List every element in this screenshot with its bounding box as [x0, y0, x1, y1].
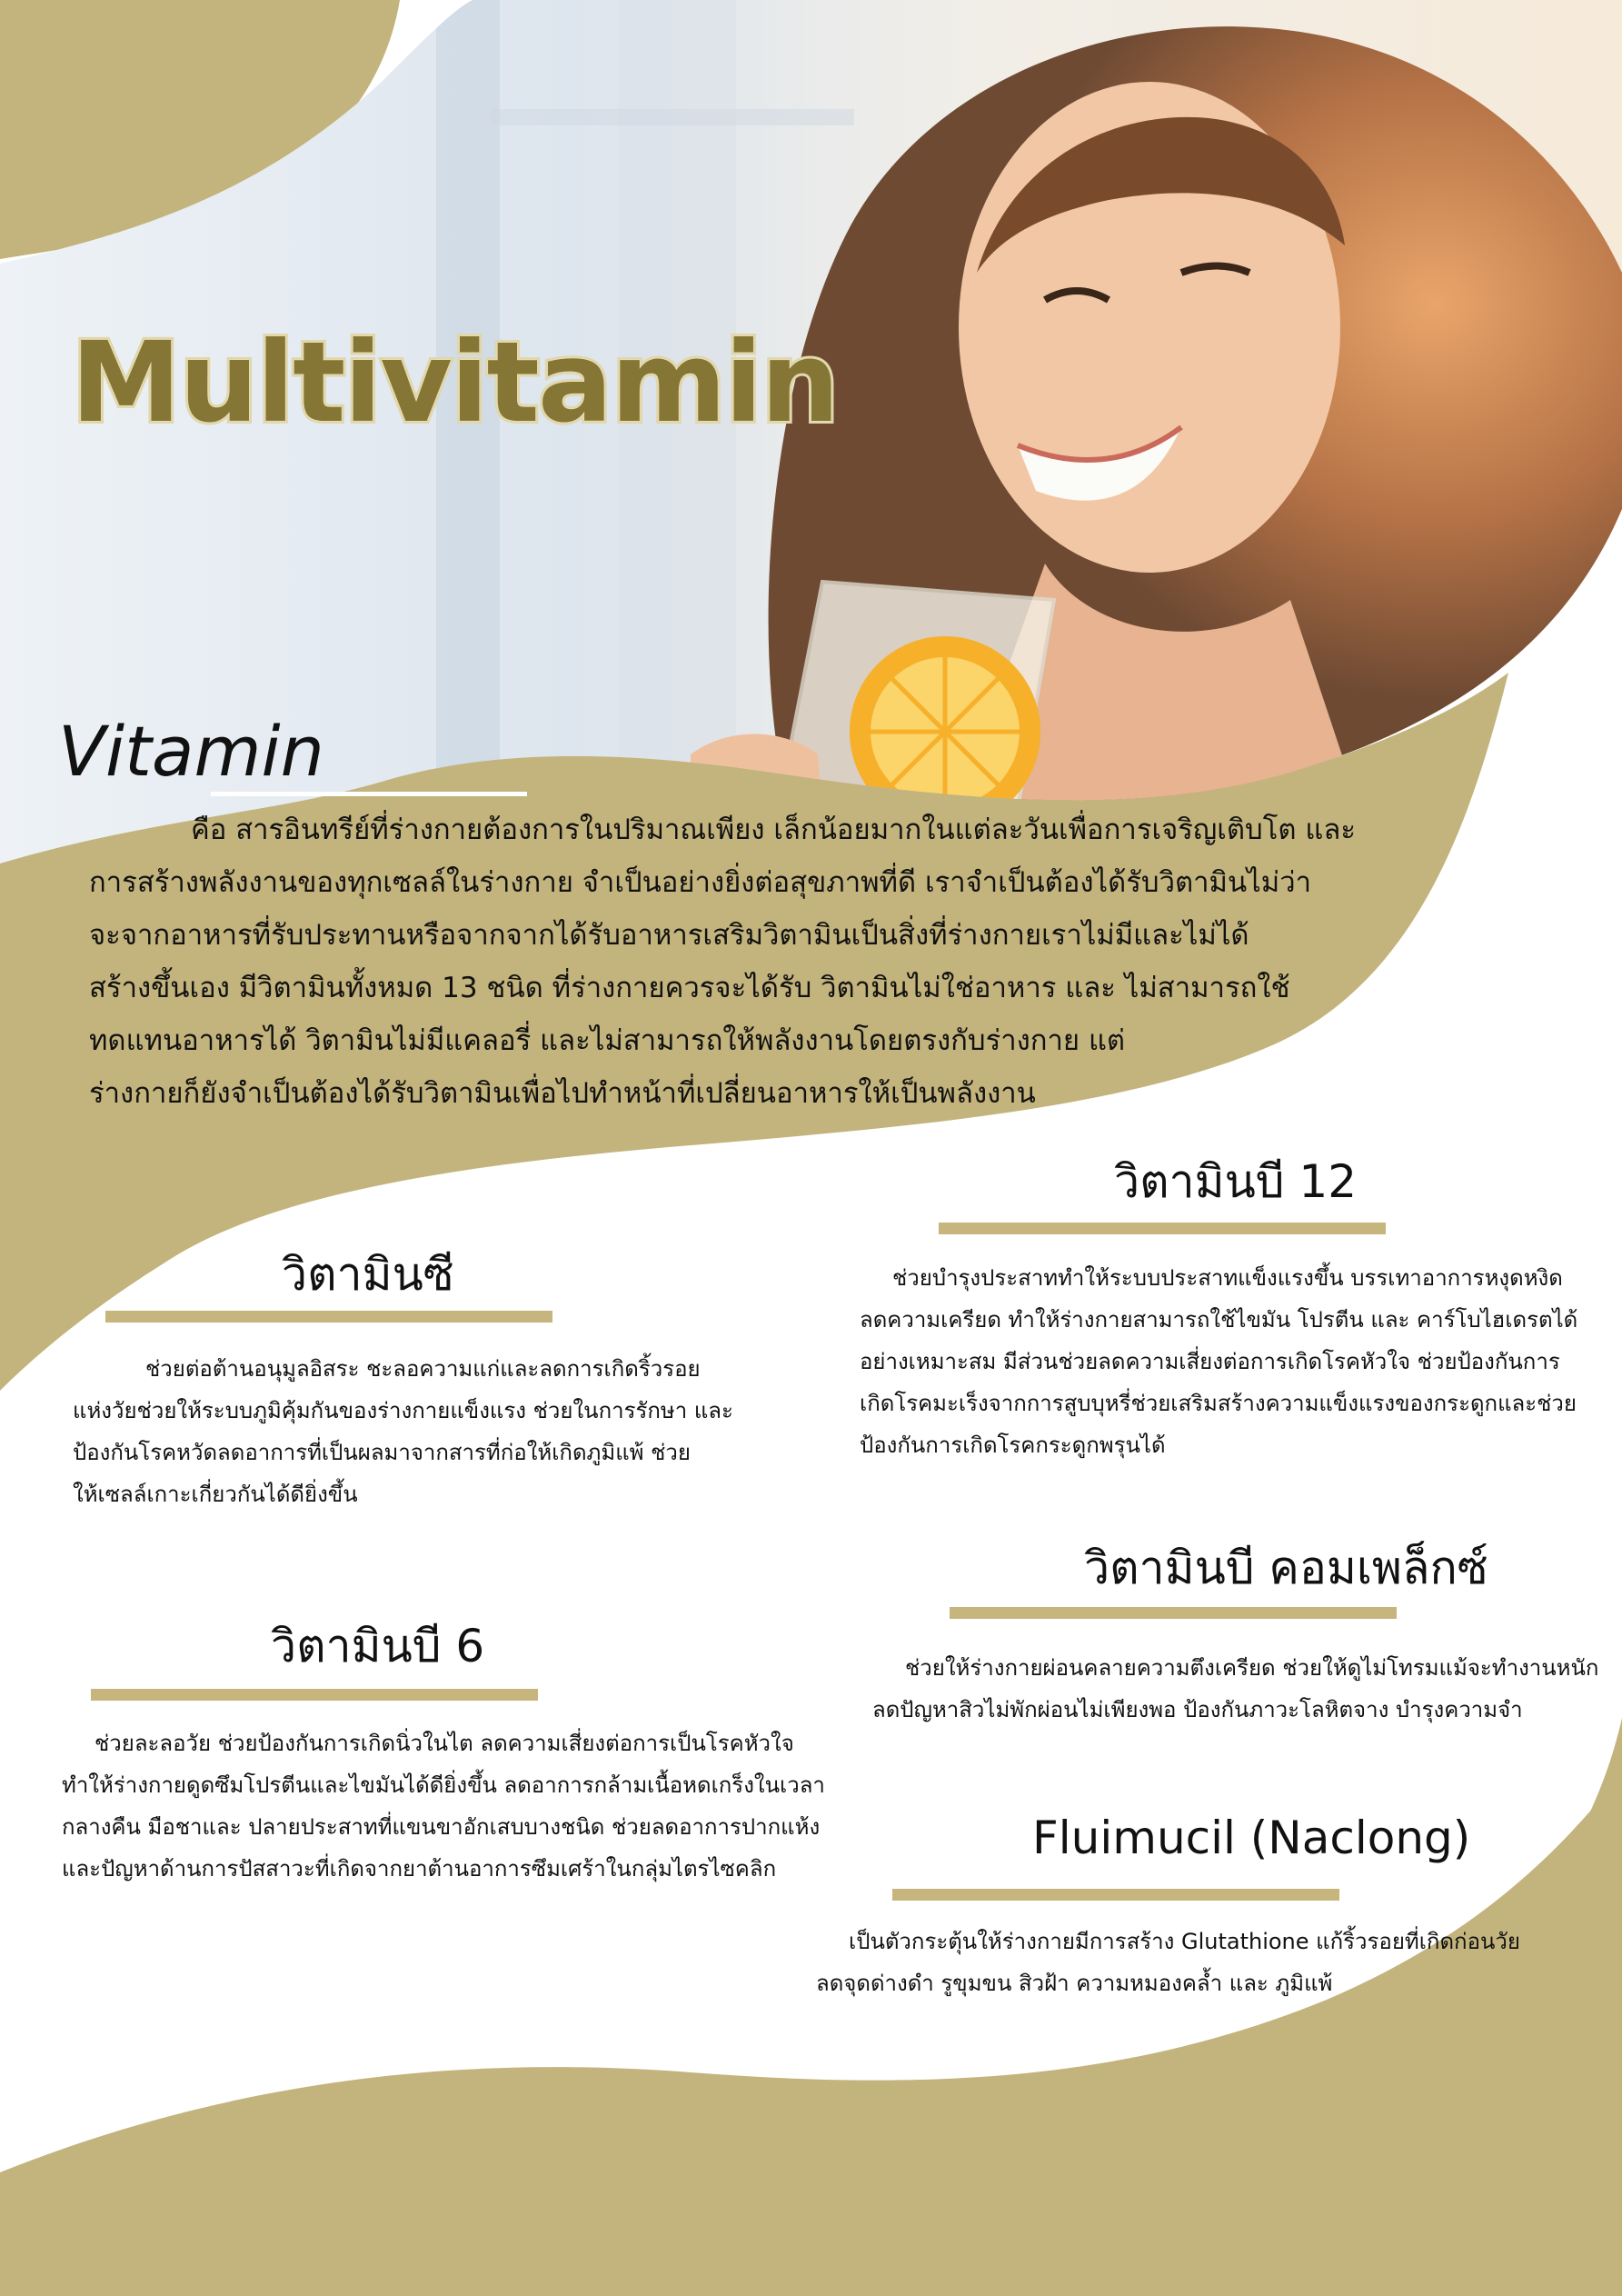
section-title-fluimucil: Fluimucil (Naclong) — [1032, 1812, 1471, 1864]
intro-line: ทดแทนอาหารได้ วิตามินไม่มีแคลอรี่ และไม่สามารถให้พลังงานโดยตรงกับร่างกาย แต่ — [89, 1024, 1126, 1057]
section-title-vitamin-b-complex: วิตามินบี คอมเพล็กซ์ — [1084, 1542, 1488, 1594]
intro-paragraph — [89, 804, 1398, 1120]
section-line: ป้องกันโรคหวัดลดอาการที่เป็นผลมาจากสารที่ก่อให้เกิดภูมิแพ้ ช่วย — [73, 1440, 691, 1465]
intro-line: สร้างขึ้นเอง มีวิตามินทั้งหมด 13 ชนิด ที่ร่างกายควรจะได้รับ วิตามินไม่ใช่อาหาร และ ไม่สามารถใช้ — [89, 972, 1290, 1004]
section-body-fluimucil — [816, 1921, 1520, 2004]
section-line: ช่วยต่อต้านอนุมูลอิสระ ชะลอความแก่และลดการเกิดริ้วรอย — [145, 1356, 701, 1382]
intro-heading-rule — [211, 792, 527, 796]
section-line: เป็นตัวกระตุ้นให้ร่างกายมีการสร้าง Glutathione แก้ริ้วรอยที่เกิดก่อนวัย — [849, 1929, 1520, 1954]
section-rule-vitamin-c — [105, 1311, 552, 1323]
section-title-vitamin-c: วิตามินซี — [282, 1248, 454, 1301]
section-rule-vitamin-b-complex — [950, 1607, 1397, 1619]
section-title-vitamin-b12: วิตามินบี 12 — [1114, 1155, 1358, 1208]
section-line: และปัญหาด้านการปัสสาวะที่เกิดจากยาต้านอาการซึมเศร้าในกลุ่มไตรไซคลิก — [62, 1856, 777, 1882]
section-line: อย่างเหมาะสม มีส่วนช่วยลดความเสี่ยงต่อการเกิดโรคหัวใจ ช่วยป้องกันการ — [860, 1349, 1560, 1374]
section-rule-vitamin-b6 — [91, 1689, 538, 1701]
intro-line: ร่างกายก็ยังจำเป็นต้องได้รับวิตามินเพื่อไปทำหน้าที่เปลี่ยนอาหารให้เป็นพลังงาน — [89, 1077, 1036, 1110]
section-rule-vitamin-b12 — [939, 1223, 1386, 1234]
section-line: ลดจุดด่างดำ รูขุมขน สิวฝ้า ความหมองคล้ำ และ ภูมิแพ้ — [816, 1971, 1333, 1996]
section-body-vitamin-b12 — [860, 1257, 1577, 1466]
section-line: ช่วยละลอวัย ช่วยป้องกันการเกิดนิ่วในไต ลดความเสี่ยงต่อการเป็นโรคหัวใจ — [95, 1731, 794, 1756]
poster-title: Multivitamin — [71, 318, 838, 447]
section-line: ป้องกันการเกิดโรคกระดูกพรุนได้ — [860, 1433, 1166, 1458]
section-body-vitamin-b6 — [62, 1722, 825, 1890]
intro-line: คือ สารอินทรีย์ที่ร่างกายต้องการในปริมาณเพียง เล็กน้อยมากในแต่ละวันเพื่อการเจริญเติบโต และ — [191, 814, 1356, 846]
section-line: ทำให้ร่างกายดูดซึมโปรตีนและไขมันได้ดียิ่งขึ้น ลดอาการกล้ามเนื้อหดเกร็งในเวลา — [62, 1772, 825, 1798]
section-line: ช่วยให้ร่างกายผ่อนคลายความตึงเครียด ช่วยให้ดูไม่โทรมแม้จะทำงานหนัก — [905, 1655, 1599, 1681]
section-rule-fluimucil — [892, 1889, 1339, 1901]
section-line: ลดปัญหาสิวไม่พักผ่อนไม่เพียงพอ ป้องกันภาวะโลหิตจาง บำรุงความจำ — [872, 1697, 1523, 1722]
section-body-vitamin-c — [73, 1348, 733, 1515]
intro-line: การสร้างพลังงานของทุกเซลล์ในร่างกาย จำเป็นอย่างยิ่งต่อสุขภาพที่ดี เราจำเป็นต้องได้รับวิตามินไม่ว่า — [89, 866, 1312, 899]
section-line: เกิดโรคมะเร็งจากการสูบบุหรี่ช่วยเสริมสร้างความแข็งแรงของกระดูกและช่วย — [860, 1391, 1577, 1416]
section-line: ช่วยบำรุงประสาททำให้ระบบประสาทแข็งแรงขึ้น บรรเทาอาการหงุดหงิด — [892, 1265, 1563, 1291]
intro-heading: Vitamin — [58, 711, 324, 792]
section-title-vitamin-b6: วิตามินบี 6 — [271, 1620, 485, 1672]
section-line: กลางคืน มือชาและ ปลายประสาทที่แขนขาอักเสบบางชนิด ช่วยลดอาการปากแห้ง — [62, 1814, 821, 1840]
section-line: ให้เซลล์เกาะเกี่ยวกันได้ดียิ่งขึ้น — [73, 1482, 358, 1507]
intro-line: จะจากอาหารที่รับประทานหรือจากจากได้รับอาหารเสริมวิตามินเป็นสิ่งที่ร่างกายเราไม่มีและไม่ได้ — [89, 919, 1249, 952]
section-body-vitamin-b-complex — [872, 1647, 1598, 1731]
section-line: แห่งวัยช่วยให้ระบบภูมิคุ้มกันของร่างกายแข็งแรง ช่วยในการรักษา และ — [73, 1398, 733, 1423]
section-line: ลดความเครียด ทำให้ร่างกายสามารถใช้ไขมัน โปรตีน และ คาร์โบไฮเดรตได้ — [860, 1307, 1578, 1333]
